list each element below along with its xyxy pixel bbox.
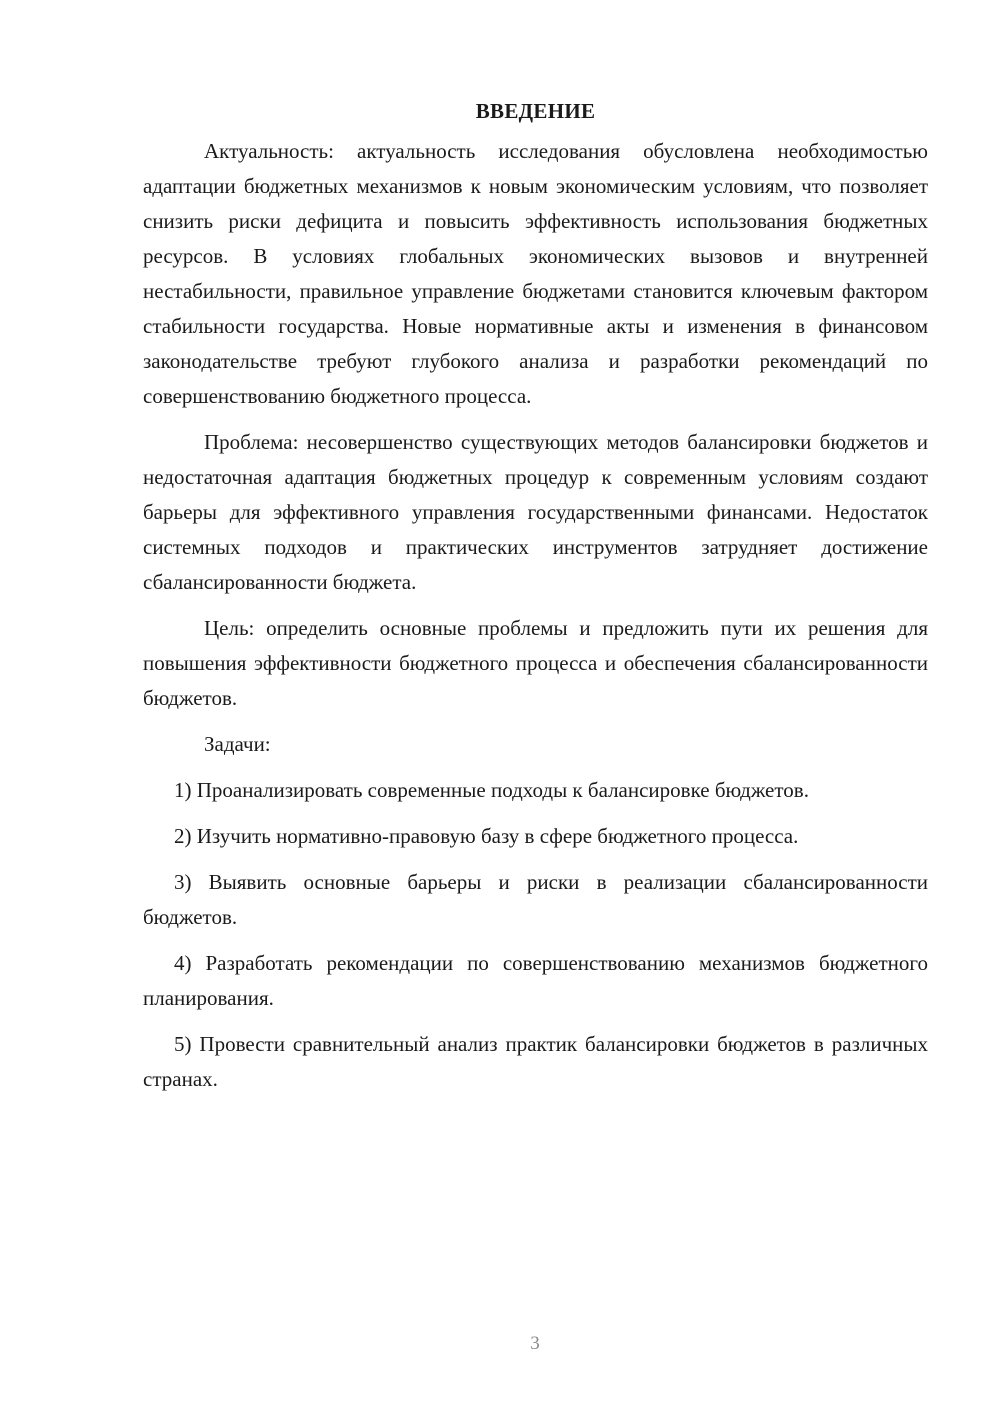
- task-item-1: 1) Проанализировать современные подходы к балансировке бюджетов.: [174, 778, 809, 802]
- section-title: ВВЕДЕНИЕ: [475, 99, 596, 123]
- tasks-heading: Задачи:: [204, 732, 271, 756]
- paragraph-goal: Цель: определить основные проблемы и предложить пути их решения для повышения эффективности бюджетного процесса и обеспечения сбалансированности бюджетов.: [143, 616, 928, 710]
- page-content: [143, 96, 928, 1108]
- page-number: 3: [530, 1333, 540, 1354]
- task-item-4: 4) Разработать рекомендации по совершенствованию механизмов бюджетного планирования.: [143, 951, 928, 1010]
- paragraph-problem: Проблема: несовершенство существующих методов балансировки бюджетов и недостаточная адаптация бюджетных процедур к современным условиям создают барьеры для эффективного управления государственными финансами. Недостаток системных подходов и практических инструментов затрудняет достижение сбалансированности бюджета.: [143, 430, 928, 594]
- paragraph-relevance: Актуальность: актуальность исследования обусловлена необходимостью адаптации бюджетных механизмов к новым экономическим условиям, что позволяет снизить риски дефицита и повысить эффективность использования бюджетных ресурсов. В условиях глобальных экономических вызовов и внутренней нестабильности, правильное управление бюджетами становится ключевым фактором стабильности государства. Новые нормативные акты и изменения в финансовом законодательстве требуют глубокого анализа и разработки рекомендаций по совершенствованию бюджетного процесса.: [143, 139, 928, 408]
- task-item-5: 5) Провести сравнительный анализ практик балансировки бюджетов в различных странах.: [143, 1032, 928, 1091]
- task-item-3: 3) Выявить основные барьеры и риски в реализации сбалансированности бюджетов.: [143, 870, 928, 929]
- task-item-2: 2) Изучить нормативно-правовую базу в сфере бюджетного процесса.: [174, 824, 799, 848]
